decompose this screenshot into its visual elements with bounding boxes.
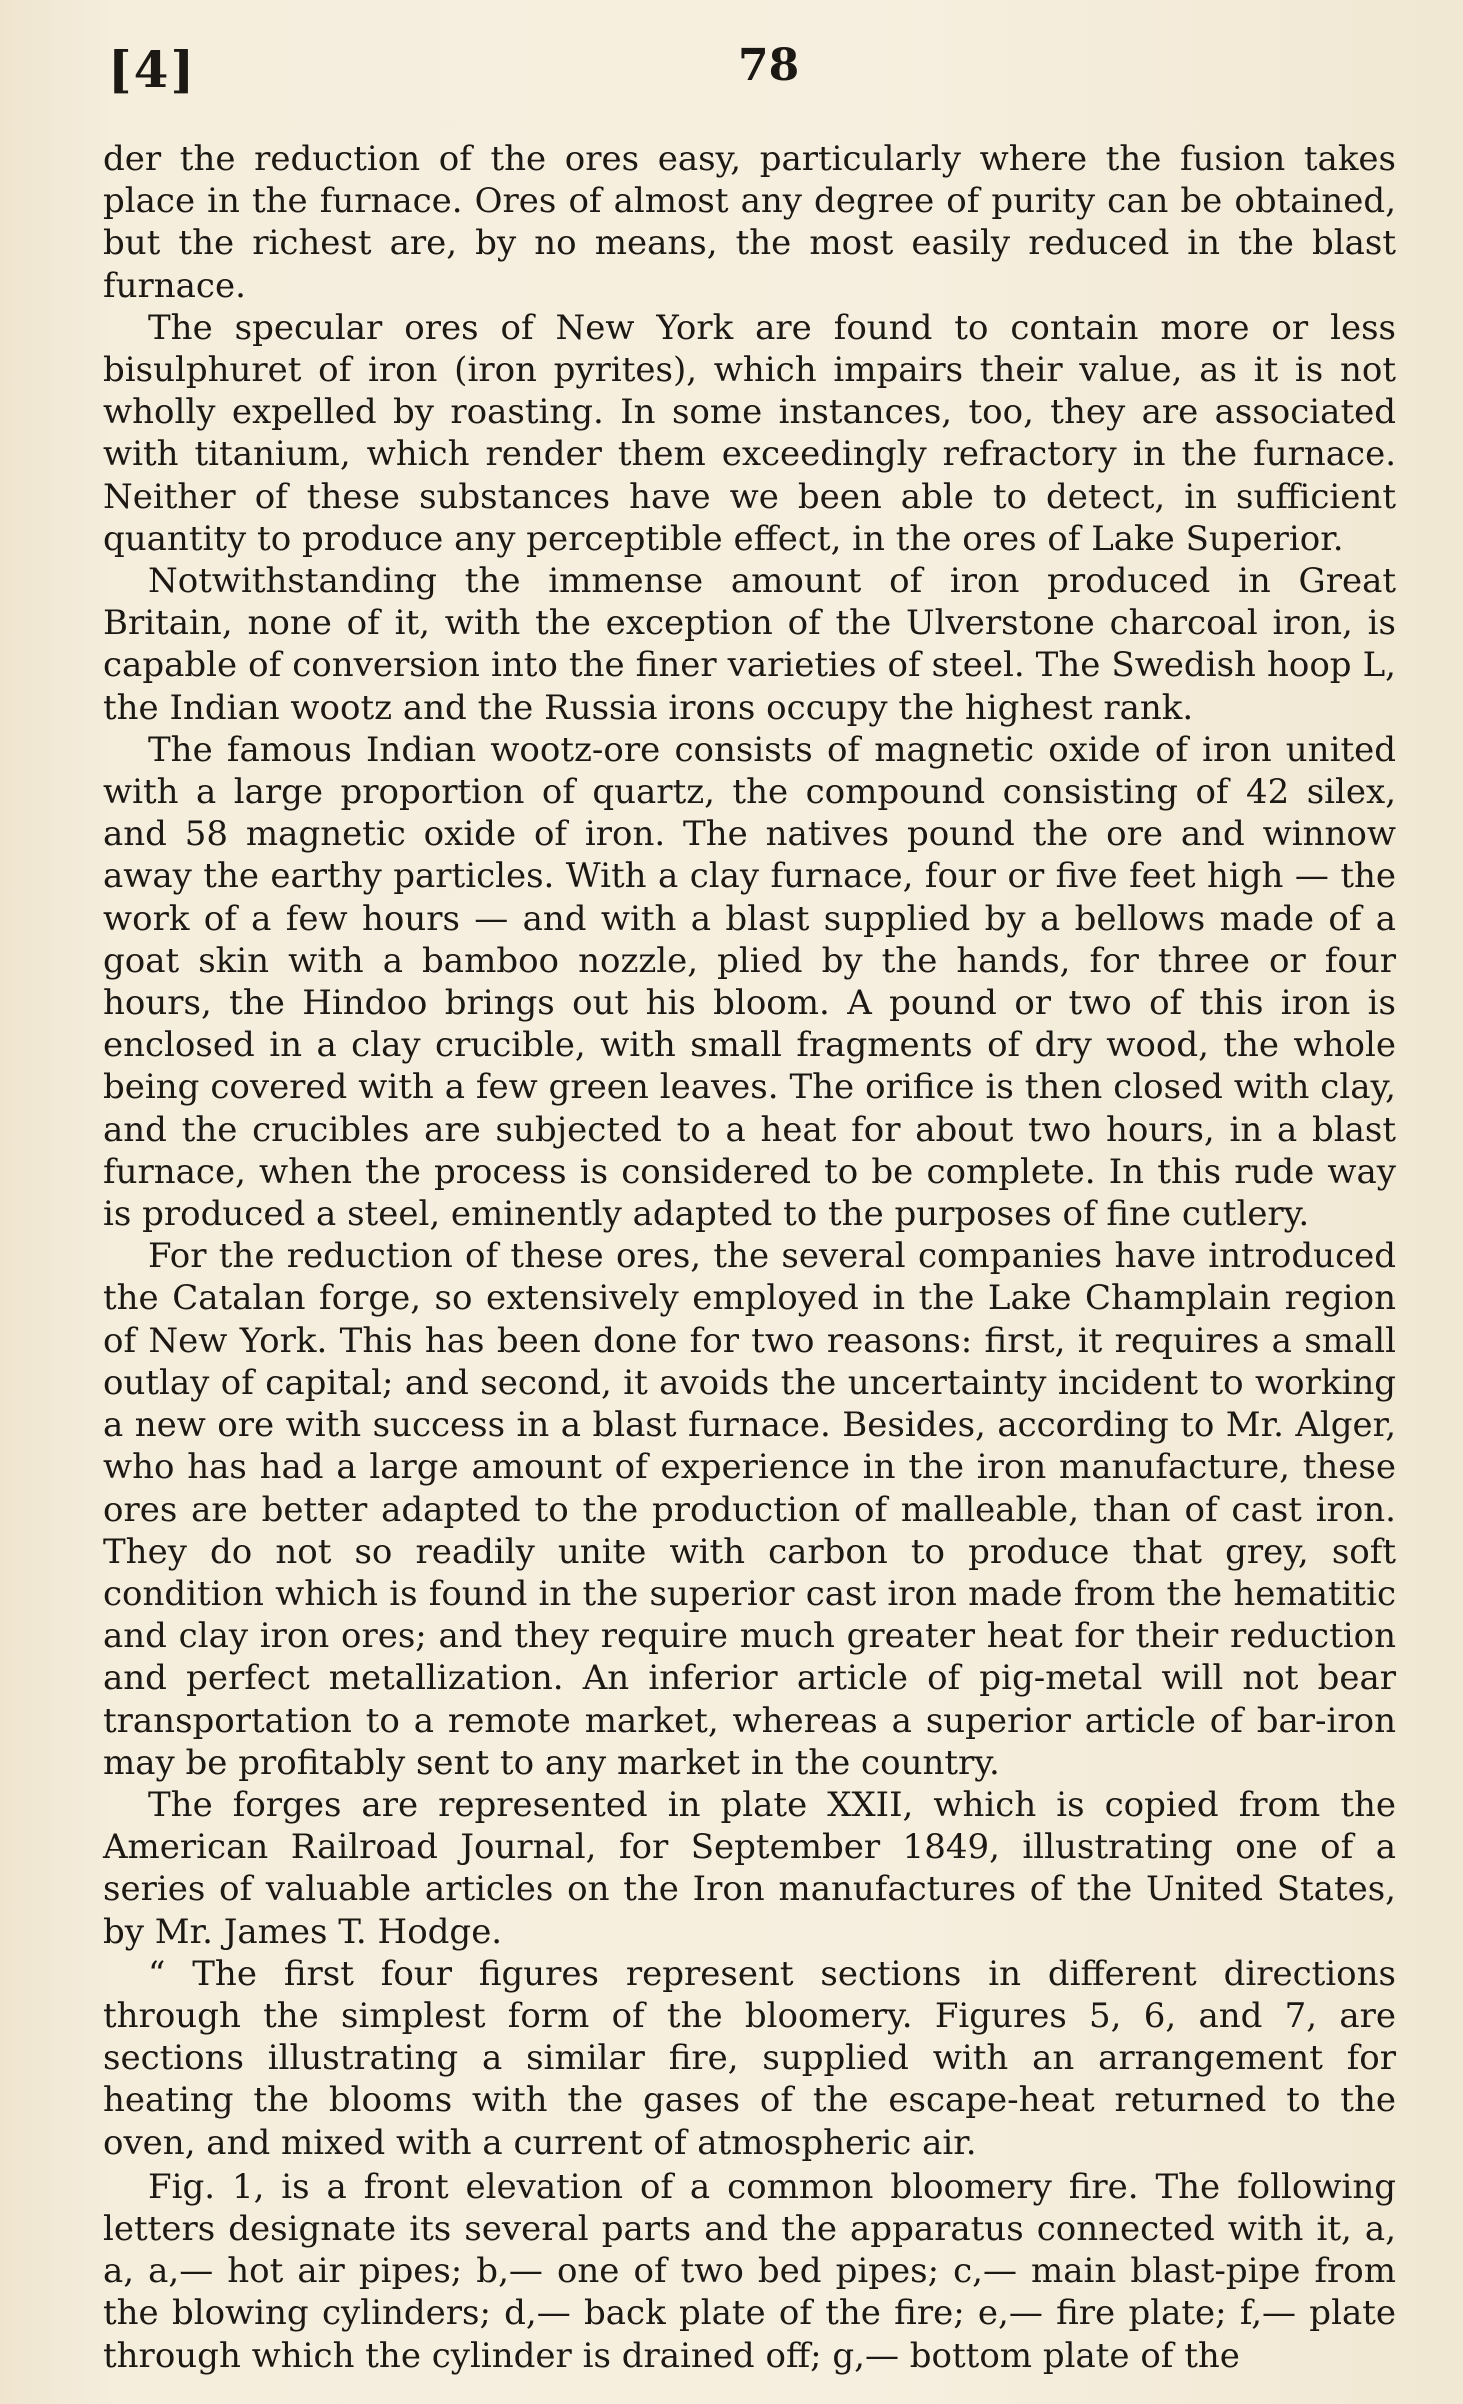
signature-mark: [4] (108, 40, 197, 99)
paragraph-continuation: der the reduction of the ores easy, particularly where the fusion takes place in the furnace. Ores of almost any degree of purity can be obtained, but the richest are, by no means, the most easily reduced in the blast furnace. (103, 139, 1396, 306)
paragraph-great-britain: Notwithstanding the immense amount of iron produced in Great Britain, none of it, with the exception of the Ulverstone charcoal iron, is capable of conversion into the finer varieties of steel. The Swedish hoop L, the Indian wootz and the Russia irons occupy the highest rank. (103, 561, 1396, 728)
page-body (103, 138, 1396, 2377)
paragraph-forges-plate: The forges are represented in plate XXII, which is copied from the American Railroad Journal, for September 1849, illustrating one of a series of valuable articles on the Iron manufactures of the United States, by Mr. James T. Hodge. (103, 1784, 1396, 1952)
page-number: 78 (738, 40, 800, 91)
paragraph-fig-1: Fig. 1, is a front elevation of a common bloomery fire. The following letters designate its several parts and the apparatus connected with it, a, a, a,— hot air pipes; b,— one of two bed pipes; c,— main blast-pipe from the blowing cylinders; d,— back plate of the fire; e,— fire plate; f,— plate through which the cylinder is drained off; g,— bottom plate of the (103, 2166, 1396, 2376)
page-header (108, 40, 1355, 110)
paragraph-quotation: “ The first four figures represent sections in different directions through the simplest form of the bloomery. Figures 5, 6, and 7, are sections illustrating a similar fire, supplied with an arrangement for heating the blooms with the gases of the escape-heat returned to the oven, and mixed with a current of atmospheric air. (103, 1953, 1396, 2163)
paragraph-wootz-ore: The famous Indian wootz-ore consists of magnetic oxide of iron united with a large proportion of quartz, the compound consisting of 42 silex, and 58 magnetic oxide of iron. The natives pound the ore and winnow away the earthy particles. With a clay furnace, four or five feet high — the work of a few hours — and with a blast supplied by a bellows made of a goat skin with a bamboo nozzle, plied by the hands, for three or four hours, the Hindoo brings out his bloom. A pound or two of this iron is enclosed in a clay crucible, with small fragments of dry wood, the whole being covered with a few green leaves. The orifice is then closed with clay, and the crucibles are subjected to a heat for about two hours, in a blast furnace, when the process is considered to be complete. In this rude way is produced a steel, eminently adapted to the purposes of fine cutlery. (103, 729, 1396, 1235)
paragraph-catalan-forge: For the reduction of these ores, the several companies have introduced the Catalan forge, so extensively employed in the Lake Champlain region of New York. This has been done for two reasons: first, it requires a small outlay of capital; and second, it avoids the uncertainty incident to working a new ore with success in a blast furnace. Besides, according to Mr. Alger, who has had a large amount of experience in the iron manufacture, these ores are better adapted to the production of malleable, than of cast iron. They do not so readily unite with carbon to produce that grey, soft condition which is found in the superior cast iron made from the hematitic and clay iron ores; and they require much greater heat for their reduction and perfect metallization. An inferior article of pig-metal will not bear transportation to a remote market, whereas a superior article of bar-iron may be profitably sent to any market in the country. (103, 1236, 1396, 1783)
paragraph-specular-ores: The specular ores of New York are found to contain more or less bisulphuret of iron (iron pyrites), which impairs their value, as it is not wholly expelled by roasting. In some instances, too, they are associated with titanium, which render them exceedingly refractory in the furnace. Neither of these substances have we been able to detect, in sufficient quantity to produce any perceptible effect, in the ores of Lake Superior. (103, 307, 1396, 559)
